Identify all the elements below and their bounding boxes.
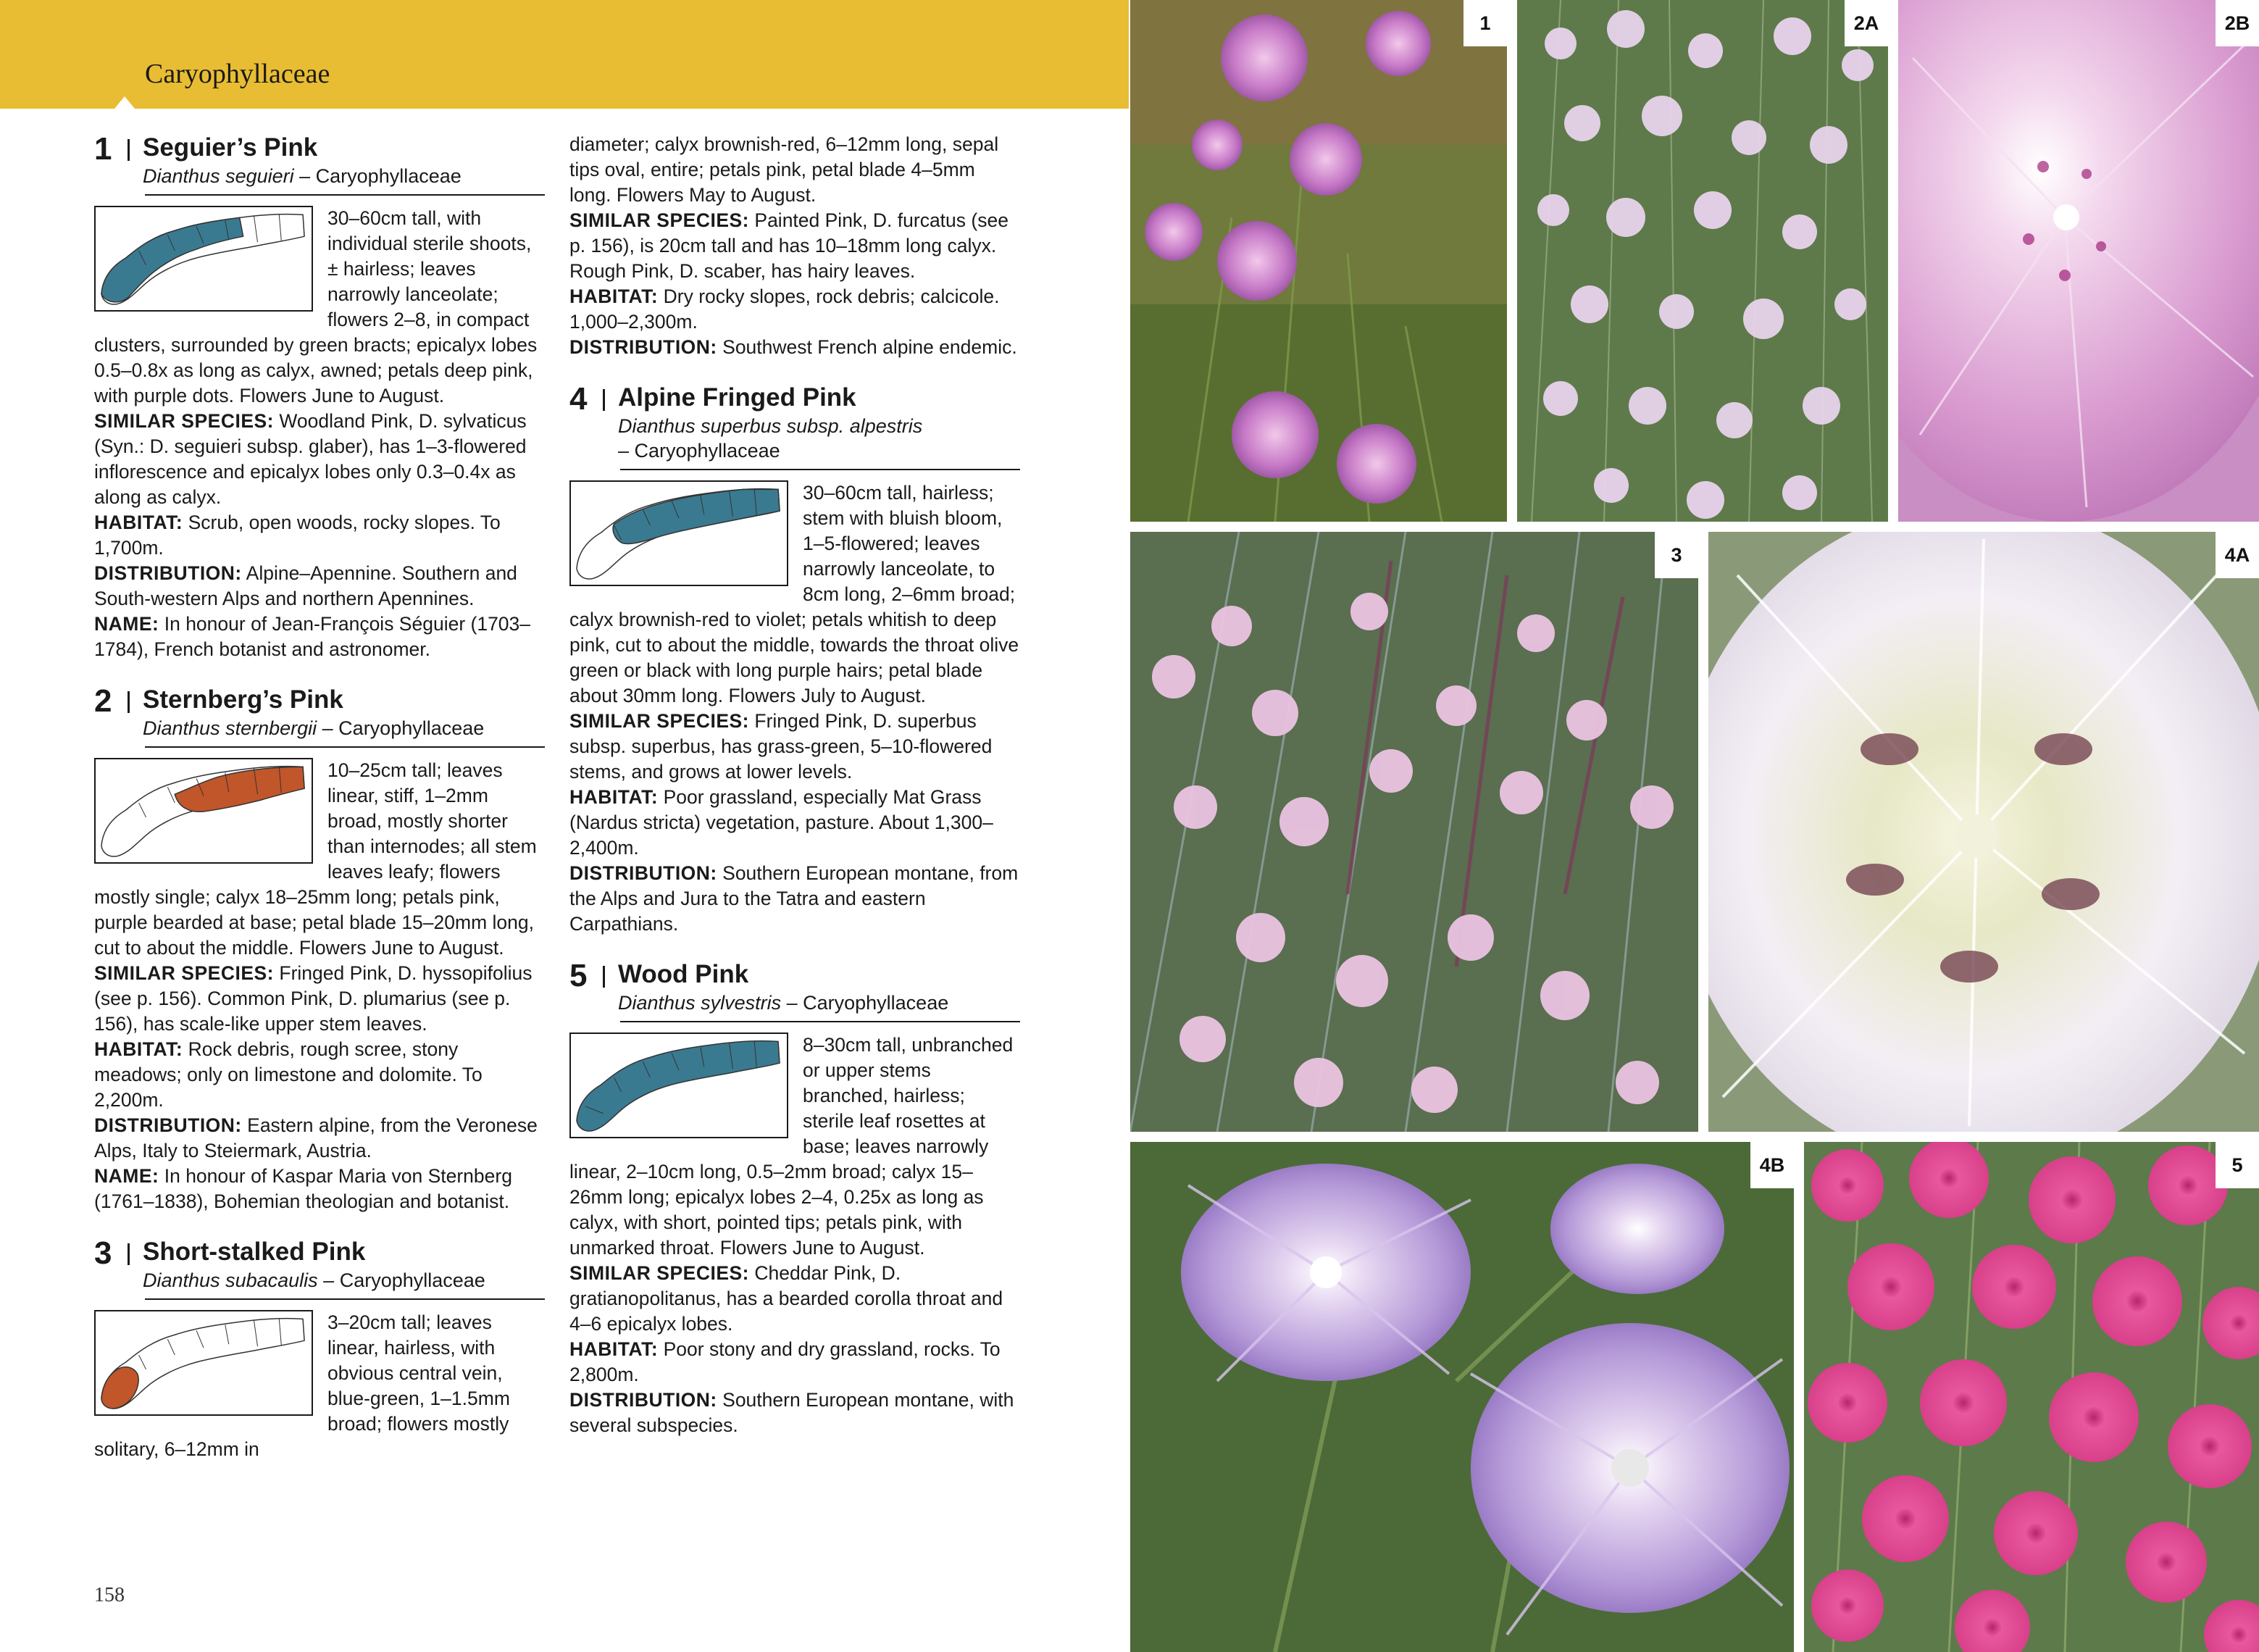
header-notch (114, 96, 135, 109)
habitat-label: HABITAT: (569, 1338, 659, 1360)
name-label: NAME: (94, 1165, 159, 1187)
distribution-label: DISTRIBUTION: (569, 336, 717, 358)
lilac-fringed-flowers-photo (1130, 1142, 1794, 1652)
latin-name: Dianthus seguieri (143, 165, 294, 187)
species-entry-2 (94, 684, 545, 1214)
description: 10–25cm tall; leaves linear, stiff, 1–2mm broad, mostly shorter than internodes; all stem leaves leafy; flowers mostly single; calyx 18–25mm long; petals pink, purple bearded at base; petal blade 15–20mm long, cut to about the middle. Flowers June to August. (94, 759, 537, 959)
heading-rule (145, 1298, 545, 1300)
alps-map-icon (571, 1034, 787, 1137)
distribution: Southwest French alpine endemic. (722, 336, 1017, 358)
habitat: Dry rocky slopes, rock debris; calcicole. 1,000–2,300m. (569, 285, 1000, 333)
similar-species: Fringed Pink, D. superbus subsp. superbus, has grass-green, 5–10-flowered stems, and grows at lower levels. (569, 710, 993, 783)
name-label: NAME: (94, 613, 159, 635)
entry-number: 4 (569, 381, 588, 417)
latin-name: Dianthus sternbergii (143, 717, 317, 739)
pink-flowers-photo (1130, 0, 1507, 522)
distribution-label: DISTRIBUTION: (569, 1389, 717, 1411)
latin-name: Dianthus sylvestris (618, 992, 782, 1014)
distribution-map (569, 1032, 788, 1138)
heading-divider (128, 139, 130, 161)
family-suffix: – Caryophyllaceae (786, 992, 949, 1014)
heading-divider (603, 389, 605, 411)
description: 30–60cm tall, hairless; stem with bluish bloom, 1–5-flowered; leaves narrowly lanceolate, to 8cm long, 2–6mm broad; calyx brownish-red to violet; petals whitish to deep pink, cut to about the middle, towards the throat olive green or black with long purple hairs; petal blade about 30mm long. Flowers July to August. (569, 482, 1019, 706)
distribution-map (569, 480, 788, 586)
entry-number: 3 (94, 1235, 112, 1271)
similar-species: Painted Pink, D. furcatus (see p. 156), is 20cm tall and has 10–18mm long calyx. Rough Pink, D. scaber, has hairy leaves. (569, 209, 1009, 282)
photo-label: 1 (1463, 0, 1507, 46)
latin-name: Dianthus subacaulis (143, 1269, 318, 1291)
distribution: Eastern alpine, from the Veronese Alps, Italy to Steiermark, Austria. (94, 1114, 538, 1161)
photo-label: 5 (2216, 1142, 2259, 1188)
fringed-flower-closeup-photo (1898, 0, 2259, 522)
similar-label: SIMILAR SPECIES: (94, 962, 275, 984)
text-column-right (569, 132, 1020, 1460)
alps-map-icon (96, 207, 312, 310)
magenta-flowers-photo (1804, 1142, 2259, 1652)
family-suffix: – Caryophyllaceae (299, 165, 462, 187)
photo-label: 4B (1750, 1142, 1794, 1188)
distribution-map (94, 1310, 313, 1416)
name-origin: In honour of Jean-François Séguier (1703–1784), French botanist and astronomer. (94, 613, 531, 660)
habitat-label: HABITAT: (94, 512, 183, 533)
photo-5 (1804, 1142, 2259, 1652)
entry-heading (94, 132, 545, 188)
common-name: Seguier’s Pink (143, 133, 318, 162)
heading-divider (603, 966, 605, 988)
common-name: Sternberg’s Pink (143, 685, 343, 714)
similar-species: Woodland Pink, D. sylvaticus (Syn.: D. seguieri subsp. glaber), has 1–3-flowered inflorescence and epicalyx lobes only 0.3–0.4x as along as calyx. (94, 410, 527, 508)
photo-label: 2B (2216, 0, 2259, 46)
similar-species: Cheddar Pink, D. gratianopolitanus, has a bearded corolla throat and 4–6 epicalyx lobes. (569, 1262, 1003, 1335)
heading-rule (145, 746, 545, 748)
entry-heading (569, 959, 1020, 1015)
description: 3–20cm tall; leaves linear, hairless, with obvious central vein, blue-green, 1–1.5mm broad; flowers mostly solitary, 6–12mm in (94, 1311, 510, 1460)
photo-4a (1708, 532, 2259, 1132)
description-continued: diameter; calyx brownish-red, 6–12mm long, sepal tips oval, entire; petals pink, petal blade 4–5mm long. Flowers May to August. (569, 133, 999, 206)
habitat: Scrub, open woods, rocky slopes. To 1,700m. (94, 512, 501, 559)
photo-3 (1130, 532, 1698, 1132)
heading-divider (128, 1243, 130, 1265)
distribution-map (94, 758, 313, 864)
pale-pink-flowers-photo (1517, 0, 1888, 522)
heading-rule (145, 194, 545, 196)
species-entry-3 (94, 1236, 545, 1462)
entry-heading (569, 382, 1020, 463)
description: 30–60cm tall, with individual sterile shoots, ± hairless; leaves narrowly lanceolate; flowers 2–8, in compact clusters, surrounded by green bracts; epicalyx lobes 0.5–0.8x as long as calyx, awned; petals deep pink, with purple dots. Flowers June to August. (94, 207, 538, 406)
latin-name: Dianthus superbus subsp. alpestris (618, 415, 923, 437)
distribution: Southern European montane, from the Alps and Jura to the Tatra and eastern Carpathians. (569, 862, 1019, 935)
habitat-label: HABITAT: (569, 285, 659, 307)
header-band (0, 0, 1129, 109)
page-number: 158 (94, 1584, 125, 1606)
heading-divider (128, 691, 130, 713)
photo-2b (1898, 0, 2259, 522)
description: 8–30cm tall, unbranched or upper stems branched, hairless; sterile leaf rosettes at base; leaves narrowly linear, 2–10cm long, 0.5–2mm broad; calyx 15–26mm long; epicalyx lobes 2–4, 0.25x as long as calyx, with short, pointed tips; petals pink, with unmarked throat. Flowers June to August. (569, 1034, 1014, 1259)
distribution-label: DISTRIBUTION: (94, 562, 242, 584)
similar-label: SIMILAR SPECIES: (569, 209, 750, 231)
common-name: Wood Pink (618, 960, 749, 988)
photo-4b (1130, 1142, 1794, 1652)
family-suffix: – Caryophyllaceae (618, 440, 780, 462)
entry-heading (94, 684, 545, 741)
species-entry-3-continued (569, 132, 1020, 360)
distribution-label: DISTRIBUTION: (569, 862, 717, 884)
common-name: Alpine Fringed Pink (618, 383, 856, 412)
alps-map-icon (96, 1311, 312, 1414)
similar-label: SIMILAR SPECIES: (569, 710, 750, 732)
pale-pink-flowers-photo (1130, 532, 1698, 1132)
similar-label: SIMILAR SPECIES: (94, 410, 275, 432)
habitat-label: HABITAT: (94, 1038, 183, 1060)
alps-map-icon (96, 759, 312, 862)
distribution-map (94, 206, 313, 312)
habitat: Rock debris, rough scree, stony meadows; only on limestone and dolomite. To 2,200m. (94, 1038, 483, 1111)
distribution: Southern European montane, with several subspecies. (569, 1389, 1014, 1436)
photo-2a (1517, 0, 1888, 522)
habitat-label: HABITAT: (569, 786, 659, 808)
distribution: Alpine–Apennine. Southern and South-western Alps and northern Apennines. (94, 562, 517, 609)
heading-rule (620, 469, 1020, 470)
family-title: Caryophyllaceae (145, 59, 330, 89)
photo-label: 2A (1845, 0, 1888, 46)
common-name: Short-stalked Pink (143, 1238, 366, 1266)
text-column-left (94, 132, 545, 1484)
entry-number: 2 (94, 683, 112, 719)
entry-number: 5 (569, 958, 588, 993)
family-suffix: – Caryophyllaceae (323, 1269, 485, 1291)
photo-label: 3 (1655, 532, 1698, 578)
species-entry-1 (94, 132, 545, 662)
white-fringed-flower-closeup-photo (1708, 532, 2259, 1132)
entry-heading (94, 1236, 545, 1293)
photo-1 (1130, 0, 1507, 522)
entry-number: 1 (94, 131, 112, 167)
species-entry-4 (569, 382, 1020, 937)
species-entry-5 (569, 959, 1020, 1438)
family-suffix: – Caryophyllaceae (322, 717, 485, 739)
similar-label: SIMILAR SPECIES: (569, 1262, 750, 1284)
distribution-label: DISTRIBUTION: (94, 1114, 242, 1136)
heading-rule (620, 1021, 1020, 1022)
photo-label: 4A (2216, 532, 2259, 578)
name-origin: In honour of Kaspar Maria von Sternberg (1761–1838), Bohemian theologian and botanist. (94, 1165, 512, 1212)
habitat: Poor grassland, especially Mat Grass (Nardus stricta) vegetation, pasture. About 1,300–2,400m. (569, 786, 993, 859)
alps-map-icon (571, 482, 787, 585)
similar-species: Fringed Pink, D. hyssopifolius (see p. 156). Common Pink, D. plumarius (see p. 156), has scale-like upper stem leaves. (94, 962, 533, 1035)
habitat: Poor stony and dry grassland, rocks. To 2,800m. (569, 1338, 1001, 1385)
